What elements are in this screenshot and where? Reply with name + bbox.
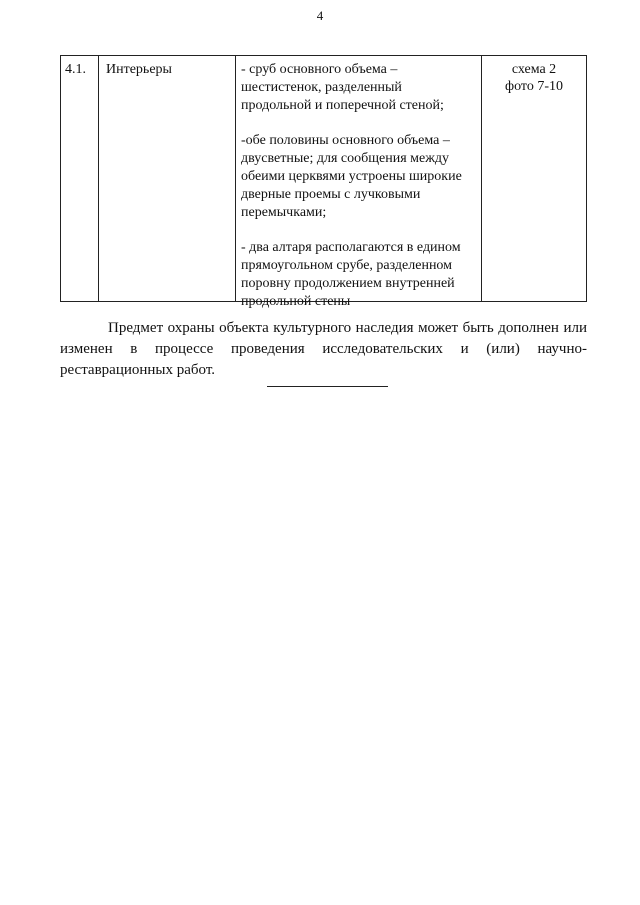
note-line: Предмет охраны объекта культурного наследия может быть дополнен или — [108, 320, 587, 336]
description-line: поровну продолжением внутренней — [241, 276, 455, 291]
description-text: - сруб основного объема – — [241, 62, 398, 77]
description-line — [241, 79, 475, 97]
description-line: - два алтаря располагаются в едином — [241, 240, 461, 255]
note-line: изменен в процессе проведения исследовательских и (или) научно- — [60, 341, 587, 357]
reference-scheme: схема 2 — [511, 62, 557, 77]
protection-table — [60, 55, 587, 309]
description-line: продольной стены — [241, 294, 351, 309]
closing-rule — [267, 386, 388, 387]
description-line: продольной и поперечной стеной; — [241, 98, 444, 113]
description-line: прямоугольном срубе, разделенном — [241, 258, 453, 273]
row-reference-cell — [482, 56, 586, 301]
description-line — [241, 61, 475, 79]
description-line: двусветные; для сообщения между — [241, 151, 450, 166]
description-line: -обе половины основного объема – — [241, 133, 450, 148]
description-text: шестистенок, разделенный — [241, 80, 402, 95]
note-paragraph — [60, 318, 587, 381]
page-number: 4 — [316, 8, 324, 23]
description-line: перемычками; — [241, 205, 327, 220]
note-line: реставрационных работ. — [60, 362, 216, 378]
row-number-cell: 4.1. — [61, 56, 99, 301]
description-line: дверные проемы с лучковыми — [241, 187, 421, 202]
row-description-cell — [236, 56, 482, 309]
reference-photo: фото 7-10 — [505, 79, 563, 94]
row-name-cell: Интерьеры — [99, 56, 236, 301]
description-line: обеими церквями устроены широкие — [241, 169, 462, 184]
